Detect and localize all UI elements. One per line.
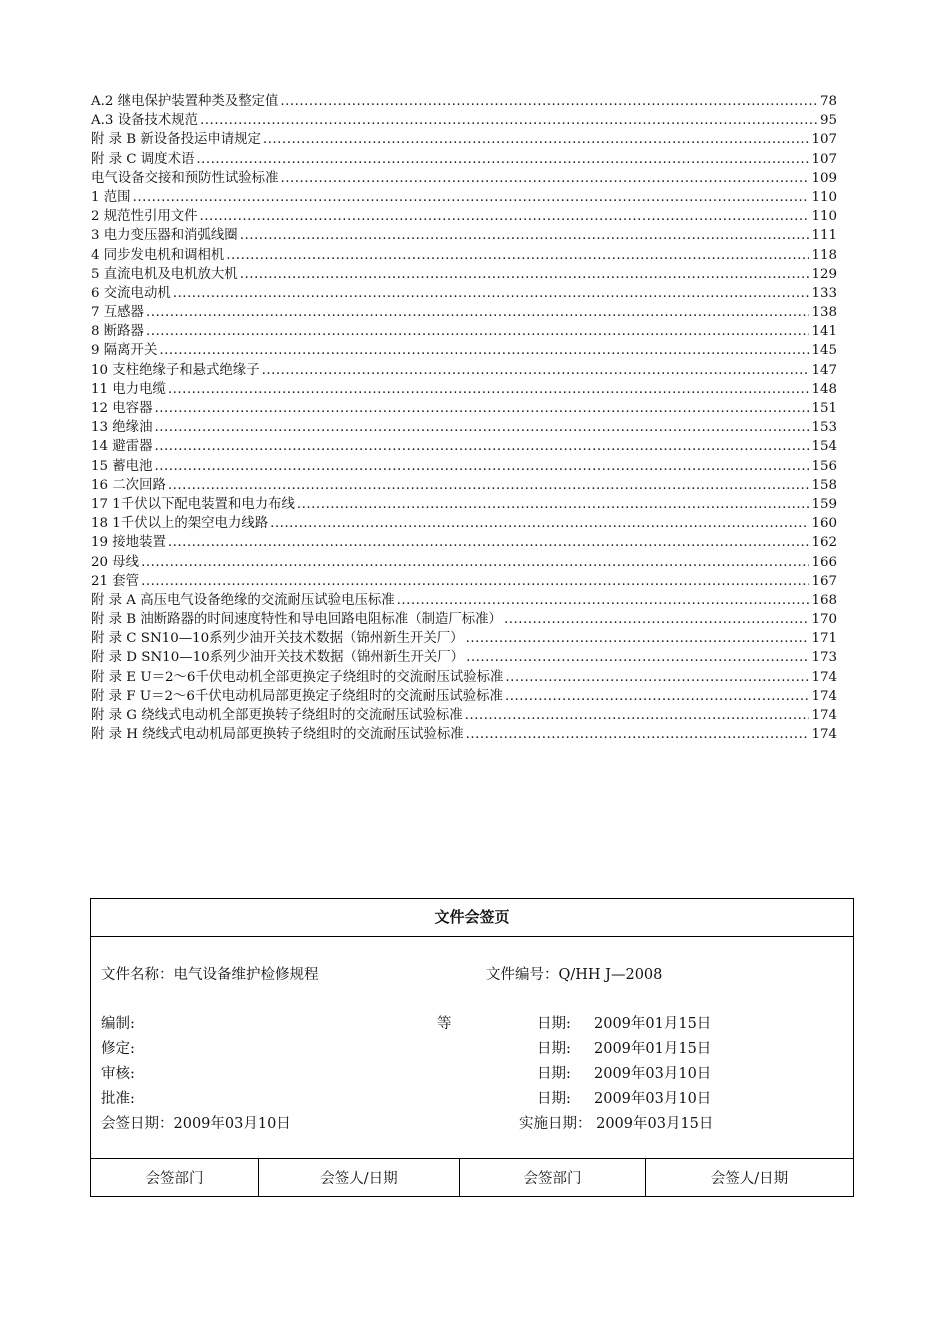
toc-entry-title: 12 电容器	[91, 401, 153, 416]
toc-dot-leader	[154, 457, 809, 476]
toc-dot-leader	[141, 572, 809, 591]
toc-dot-leader	[465, 706, 810, 725]
review-date: 2009年03月10日	[594, 1066, 712, 1082]
toc-dot-leader	[154, 437, 809, 456]
toc-entry-page: 174	[811, 727, 837, 743]
toc-entry-title: 附 录 G 绕线式电动机全部更换转子绕组时的交流耐压试验标准	[91, 708, 463, 723]
toc-entry[interactable]	[91, 361, 837, 380]
toc-entry-title: 1 范围	[91, 189, 131, 205]
toc-entry[interactable]	[91, 188, 837, 207]
toc-entry[interactable]	[91, 514, 837, 533]
column-header-department: 会签部门	[91, 1159, 259, 1197]
toc-entry-title: 11 电力电缆	[91, 381, 166, 397]
toc-entry-title: 16 二次回路	[91, 477, 166, 493]
toc-dot-leader	[168, 533, 810, 552]
toc-entry-title: 电气设备交接和预防性试验标准	[91, 170, 279, 186]
toc-entry[interactable]	[91, 648, 837, 667]
toc-entry-page: 154	[811, 439, 837, 455]
toc-entry-page: 110	[811, 189, 837, 205]
signoff-table-header	[91, 1158, 853, 1197]
toc-entry[interactable]	[91, 303, 837, 322]
toc-dot-leader	[196, 150, 809, 169]
toc-entry-title: 19 接地装置	[91, 535, 166, 551]
toc-entry-title: 15 蓄电池	[91, 458, 153, 474]
toc-entry[interactable]	[91, 572, 837, 591]
toc-entry[interactable]	[91, 476, 837, 495]
toc-entry[interactable]	[91, 284, 837, 303]
toc-entry-title: 附 录 C 调度术语	[91, 151, 195, 167]
revise-date: 2009年01月15日	[594, 1041, 712, 1057]
toc-entry-page: 159	[811, 496, 837, 512]
toc-entry[interactable]	[91, 265, 837, 284]
approve-date: 2009年03月10日	[594, 1091, 712, 1107]
toc-entry-page: 107	[811, 132, 837, 148]
toc-dot-leader	[159, 341, 809, 360]
toc-entry[interactable]	[91, 380, 837, 399]
toc-dot-leader	[504, 610, 810, 629]
toc-entry[interactable]	[91, 418, 837, 437]
column-header-signer-date: 会签人/日期	[259, 1159, 460, 1197]
toc-entry[interactable]	[91, 437, 837, 456]
toc-entry-page: 110	[811, 209, 837, 225]
toc-dot-leader	[168, 380, 810, 399]
toc-entry-page: 153	[811, 420, 837, 436]
toc-entry-title: 9 隔离开关	[91, 343, 158, 359]
toc-entry-page: 111	[811, 228, 837, 244]
toc-entry-page: 167	[811, 573, 837, 589]
toc-entry-page: 174	[811, 688, 837, 704]
toc-entry[interactable]	[91, 399, 837, 418]
compile-label: 编制:	[101, 1016, 135, 1032]
toc-entry-title: 21 套管	[91, 573, 140, 589]
toc-entry[interactable]	[91, 150, 837, 169]
toc-entry-page: 133	[811, 285, 837, 301]
toc-dot-leader	[154, 418, 809, 437]
toc-entry-title: 4 同步发电机和调相机	[91, 247, 225, 263]
toc-dot-leader	[263, 130, 810, 149]
toc-entry[interactable]	[91, 322, 837, 341]
toc-dot-leader	[297, 495, 810, 514]
toc-entry-page: 174	[811, 669, 837, 685]
toc-entry[interactable]	[91, 226, 837, 245]
toc-entry-title: 3 电力变压器和消弧线圈	[91, 228, 238, 244]
signoff-date: 会签日期：2009年03月10日	[101, 1116, 291, 1132]
revise-label: 修定:	[101, 1041, 135, 1057]
toc-entry-title: 6 交流电动机	[91, 285, 171, 301]
date-label: 日期:	[537, 1066, 571, 1082]
toc-dot-leader	[270, 514, 809, 533]
toc-entry-title: 5 直流电机及电机放大机	[91, 266, 238, 282]
toc-entry[interactable]	[91, 207, 837, 226]
toc-entry-page: 118	[811, 247, 837, 263]
file-name: 文件名称：电气设备维护检修规程	[101, 967, 319, 983]
toc-dot-leader	[240, 265, 810, 284]
toc-entry[interactable]	[91, 341, 837, 360]
toc-entry-title: 附 录 B 油断路器的时间速度特性和导电回路电阻标准（制造厂标准）	[91, 612, 502, 628]
review-label: 审核:	[101, 1066, 135, 1082]
toc-entry-title: 20 母线	[91, 554, 140, 570]
toc-entry-page: 156	[811, 458, 837, 474]
toc-dot-leader	[146, 322, 809, 341]
toc-dot-leader	[154, 399, 809, 418]
toc-entry-page: 168	[811, 592, 837, 608]
toc-entry[interactable]	[91, 533, 837, 552]
toc-entry[interactable]	[91, 629, 837, 648]
toc-dot-leader	[240, 226, 810, 245]
date-label: 日期:	[537, 1016, 571, 1032]
toc-entry-page: 171	[811, 631, 837, 647]
file-number: 文件编号：Q/HH J—2008	[486, 967, 663, 983]
toc-dot-leader	[466, 725, 810, 744]
toc-entry-page: 95	[819, 113, 837, 129]
toc-entry-page: 147	[811, 362, 837, 378]
toc-entry[interactable]	[91, 169, 837, 188]
toc-entry-title: A.3 设备技术规范	[91, 113, 199, 129]
toc-entry-page: 174	[811, 708, 837, 723]
toc-dot-leader	[280, 92, 818, 111]
compile-date: 2009年01月15日	[594, 1016, 712, 1032]
toc-entry-title: 附 录 B 新设备投运申请规定	[91, 132, 261, 148]
toc-dot-leader	[280, 169, 809, 188]
implementation-date: 实施日期： 2009年03月15日	[519, 1116, 714, 1132]
toc-entry[interactable]	[91, 706, 837, 725]
toc-entry-page: 158	[811, 477, 837, 493]
table-of-contents	[91, 92, 837, 744]
toc-entry-page: 107	[811, 151, 837, 167]
toc-entry-title: 附 录 H 绕线式电动机局部更换转子绕组时的交流耐压试验标准	[91, 727, 464, 743]
toc-dot-leader	[133, 188, 810, 207]
date-label: 日期:	[537, 1091, 571, 1107]
toc-entry[interactable]	[91, 591, 837, 610]
toc-entry-title: 17 1千伏以下配电装置和电力布线	[91, 496, 295, 512]
approve-label: 批准:	[101, 1091, 135, 1107]
toc-entry-title: 13 绝缘油	[91, 420, 153, 436]
toc-entry-page: 145	[811, 343, 837, 359]
toc-entry[interactable]	[91, 130, 837, 149]
toc-entry[interactable]	[91, 495, 837, 514]
date-label: 日期:	[537, 1041, 571, 1057]
toc-entry-page: 166	[811, 554, 837, 570]
toc-dot-leader	[262, 361, 810, 380]
toc-dot-leader	[397, 591, 810, 610]
toc-dot-leader	[141, 553, 809, 572]
toc-dot-leader	[173, 284, 810, 303]
toc-entry-page: 170	[811, 612, 837, 628]
form-title: 文件会签页	[91, 899, 853, 937]
toc-entry-title: 2 规范性引用文件	[91, 209, 198, 225]
toc-entry[interactable]	[91, 610, 837, 629]
toc-entry-title: 10 支柱绝缘子和悬式绝缘子	[91, 362, 260, 378]
toc-entry-title: 附 录 E U＝2～6千伏电动机全部更换定子绕组时的交流耐压试验标准	[91, 669, 504, 685]
column-header-signer-date: 会签人/日期	[710, 1171, 789, 1187]
toc-entry-title: 附 录 A 高压电气设备绝缘的交流耐压试验电压标准	[91, 592, 395, 608]
toc-entry-page: 129	[811, 266, 837, 282]
toc-entry[interactable]	[91, 687, 837, 706]
toc-dot-leader	[200, 111, 818, 130]
toc-entry-title: 7 互感器	[91, 305, 144, 321]
toc-entry-title: 8 断路器	[91, 324, 144, 340]
toc-entry-page: 109	[811, 170, 837, 186]
toc-entry[interactable]	[91, 92, 837, 111]
document-signoff-form	[90, 898, 854, 1197]
toc-dot-leader	[466, 629, 810, 648]
toc-entry-page: 162	[811, 535, 837, 551]
toc-entry[interactable]	[91, 111, 837, 130]
toc-entry[interactable]	[91, 725, 837, 744]
toc-entry-page: 151	[811, 401, 837, 416]
toc-entry[interactable]	[91, 668, 837, 687]
toc-entry-title: 附 录 D SN10—10系列少油开关技术数据（锦州新生开关厂）	[91, 650, 465, 666]
toc-dot-leader	[200, 207, 810, 226]
toc-dot-leader	[226, 246, 809, 265]
toc-entry[interactable]	[91, 553, 837, 572]
toc-entry-title: 附 录 C SN10—10系列少油开关技术数据（锦州新生开关厂）	[91, 631, 464, 647]
toc-entry-page: 173	[811, 650, 837, 666]
toc-entry-page: 160	[811, 516, 837, 532]
toc-entry[interactable]	[91, 246, 837, 265]
toc-entry-page: 141	[811, 324, 837, 340]
toc-dot-leader	[505, 687, 810, 706]
deng-text: 等	[437, 1016, 452, 1032]
toc-entry-title: 附 录 F U＝2～6千伏电动机局部更换定子绕组时的交流耐压试验标准	[91, 688, 503, 704]
toc-entry-title: 14 避雷器	[91, 439, 153, 455]
toc-dot-leader	[146, 303, 809, 322]
toc-entry[interactable]	[91, 457, 837, 476]
column-header-department: 会签部门	[460, 1159, 646, 1197]
toc-entry-title: A.2 继电保护装置种类及整定值	[91, 94, 279, 109]
toc-dot-leader	[168, 476, 810, 495]
toc-dot-leader	[505, 668, 809, 687]
toc-entry-title: 18 1千伏以上的架空电力线路	[91, 516, 269, 532]
toc-entry-page: 148	[811, 381, 837, 397]
toc-dot-leader	[466, 648, 809, 667]
toc-entry-page: 78	[819, 94, 837, 109]
toc-entry-page: 138	[811, 305, 837, 321]
